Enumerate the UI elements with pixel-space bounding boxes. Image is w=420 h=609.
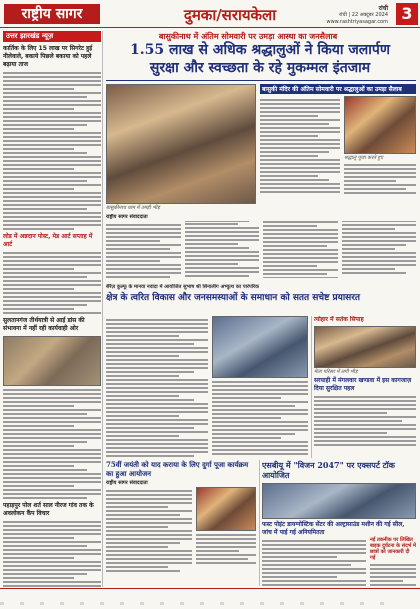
- lead-byline: राष्ट्रीय सागर संवाददाता: [106, 214, 148, 220]
- lead-photo-caption: बासुकीनाथ धाम में उमड़ी भीड़: [106, 205, 160, 211]
- lead-headline-line2: सुरक्षा और स्वच्छता के रहे मुकम्मल इंतजाम: [149, 60, 371, 76]
- right-middle-lower-title[interactable]: सरयाही में मंगलवार खण्डवा में इस कागजाज़ दिया सुरक्षित पहल: [314, 377, 412, 392]
- bottom-right-story: [262, 460, 416, 588]
- article-text: [3, 252, 101, 314]
- left-column-strip: उत्तर झारखंड न्यूज़: [3, 31, 101, 42]
- headline-rule: [106, 80, 416, 81]
- dateline: [300, 5, 388, 26]
- article-text: [212, 381, 308, 455]
- bottom-right-strap[interactable]: एसबीयू में "विजन 2047" पर एक्सपर्ट टॉक आयोजित: [262, 460, 395, 480]
- side-photo-caption: श्रद्धालु पूजा करते हुए: [344, 155, 383, 161]
- lead-story-text: [106, 214, 416, 282]
- bottom-right-photo: [262, 483, 416, 519]
- site-line: www.rashtriyasagar.com: [326, 19, 388, 25]
- article-text: [106, 490, 192, 572]
- lead-headline[interactable]: [104, 41, 416, 77]
- masthead-rule: [0, 27, 420, 28]
- article-text: [370, 564, 416, 586]
- highlight-box-title: बासुकी मंदिर की अंतिम सोमवारी पर श्रद्धालुओं का उमड़ा सैलाब: [260, 84, 416, 94]
- column-divider: [102, 31, 103, 587]
- article-text: [3, 389, 101, 499]
- bottom-right-subheadline[interactable]: फस्ट पोइंट डायग्नोस्टिक सेंटर की अल्ट्रासाउंड मशीन की गई सील, जांच में पाई गई अनियमितता: [262, 521, 405, 536]
- lead-photo-block: [106, 84, 256, 214]
- left-news-column: [3, 31, 101, 589]
- bottom-left-headline[interactable]: 75वीं जयंती को याद कराया के लिए दुर्गा पूजा कार्यक्रम का हुआ आयोजन: [106, 460, 249, 478]
- brief-headline[interactable]: लोड में अन्नदान पोस्ट, मेड आर्ट सप्ताह में आर्ट: [3, 233, 93, 248]
- page-number-badge: 3: [396, 3, 418, 25]
- right-brief-title[interactable]: नई तकनीक पर लिखित बाइक दुर्घटना के संदर्भ में छात्रों को जानकारी दी गई: [370, 537, 416, 561]
- article-text: [3, 72, 101, 230]
- band-photo: [212, 316, 308, 378]
- article-text: [106, 221, 416, 278]
- footer-rule: [0, 588, 420, 589]
- side-photo: [344, 96, 416, 154]
- brief-photo: [3, 336, 101, 386]
- band-story-header: [106, 284, 416, 314]
- article-text: [344, 164, 416, 194]
- registration-marks: [0, 590, 420, 594]
- right-middle-photo: [314, 326, 416, 368]
- lead-photo: [106, 84, 256, 204]
- lead-strap[interactable]: बासुकीनाथ में अंतिम सोमवारी पर उमड़ा आस्था का जनसैलाब: [158, 32, 338, 41]
- article-text: [3, 521, 101, 589]
- newspaper-logo[interactable]: राष्ट्रीय सागर: [4, 4, 100, 24]
- band-story-col2: [212, 316, 308, 458]
- article-text: [314, 396, 416, 446]
- right-middle-title[interactable]: त्योहार में सर्तक सिपाह: [314, 316, 364, 323]
- article-text: [262, 540, 366, 586]
- column-divider: [259, 460, 260, 586]
- brief-headline[interactable]: पहाड़पुर पोल शर्त साल नीरज गांव तक के अवलोकन कैंप विचार: [3, 502, 94, 517]
- article-text: [106, 319, 208, 457]
- band-strap: सैरैंज़ कुल्फू के मानवा नवादा में आयोजित सुभाष श्री सिनालीग अभ्युत्थ का पारंपरिक: [106, 284, 259, 290]
- highlight-box: [260, 84, 416, 214]
- band-story-col1: [106, 316, 208, 458]
- article-text: [196, 534, 256, 564]
- bottom-left-byline: राष्ट्रीय सागर संवाददाता: [106, 480, 148, 486]
- right-middle-story: [314, 316, 416, 458]
- section-title: दुमका/सरायकेला: [183, 6, 277, 24]
- masthead: [0, 0, 420, 28]
- band-headline[interactable]: क्षेत्र के त्वरित विकास और जनसमस्याओं के समाधान को सतत सचेष्ट प्रयासरत: [106, 293, 361, 303]
- bottom-left-story: [106, 460, 256, 588]
- day-label: रांची: [378, 5, 388, 12]
- right-middle-caption: मेला परिसर में लगी भीड़: [314, 369, 358, 375]
- brief-headline[interactable]: कार्तिक के लिए 15 लाख पर सिगरेट हुई नीलेवाले, बकाये पिछले बकाया को पहले बढ़ाया ताज: [3, 45, 93, 68]
- brief-headline[interactable]: सुलतानगंज तीर्थयात्री से आई डांस की संभावना में नहीं रही कार्यवाही ओर: [3, 317, 85, 332]
- lead-headline-line1: 1.55 लाख से अधिक श्रद्धालुओं ने किया जलार्पण: [130, 42, 390, 58]
- bottom-left-photo: [196, 487, 256, 531]
- article-text: [260, 99, 340, 193]
- date-line: रांची | 22 अक्टूबर 2024: [339, 12, 388, 18]
- column-divider: [311, 316, 312, 458]
